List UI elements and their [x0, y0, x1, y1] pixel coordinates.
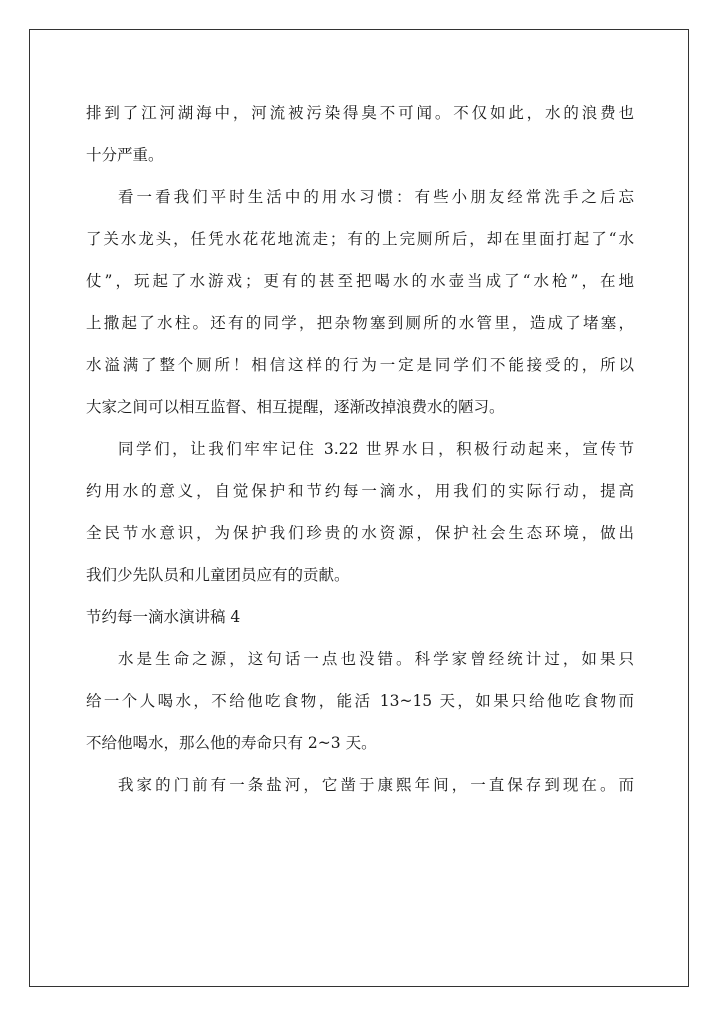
paragraph-line: 给一个人喝水，不给他吃食物，能活 13~15 天，如果只给他吃食物而: [86, 692, 634, 710]
paragraph-line: 水溢满了整个厕所！相信这样的行为一定是同学们不能接受的，所以: [86, 356, 634, 374]
paragraph-line: 我们少先队员和儿童团员应有的贡献。: [86, 566, 350, 584]
paragraph-line: 同学们，让我们牢牢记住 3.22 世界水日，积极行动起来，宣传节: [118, 440, 634, 458]
paragraph-line: 约用水的意义，自觉保护和节约每一滴水，用我们的实际行动，提高: [86, 482, 634, 500]
paragraph-line: 全民节水意识，为保护我们珍贵的水资源，保护社会生态环境，做出: [86, 524, 634, 542]
paragraph-line: 我家的门前有一条盐河，它凿于康熙年间，一直保存到现在。而: [118, 776, 634, 794]
section-heading: 节约每一滴水演讲稿 4: [86, 608, 241, 626]
paragraph-line: 十分严重。: [86, 146, 164, 164]
paragraph-line: 大家之间可以相互监督、相互提醒，逐渐改掉浪费水的陋习。: [86, 398, 505, 416]
paragraph-line: 水是生命之源，这句话一点也没错。科学家曾经统计过，如果只: [118, 650, 634, 668]
paragraph-line: 不给他喝水，那么他的寿命只有 2~3 天。: [86, 734, 377, 752]
paragraph-line: 看一看我们平时生活中的用水习惯：有些小朋友经常洗手之后忘: [118, 188, 634, 206]
paragraph-line: 上撒起了水柱。还有的同学，把杂物塞到厕所的水管里，造成了堵塞，: [86, 314, 634, 332]
document-body: [86, 92, 634, 806]
paragraph-line: 仗”，玩起了水游戏；更有的甚至把喝水的水壶当成了“水枪”，在地: [86, 272, 634, 290]
paragraph-line: 排到了江河湖海中，河流被污染得臭不可闻。不仅如此，水的浪费也: [86, 104, 634, 122]
paragraph-line: 了关水龙头，任凭水花花地流走；有的上完厕所后，却在里面打起了“水: [86, 230, 634, 248]
